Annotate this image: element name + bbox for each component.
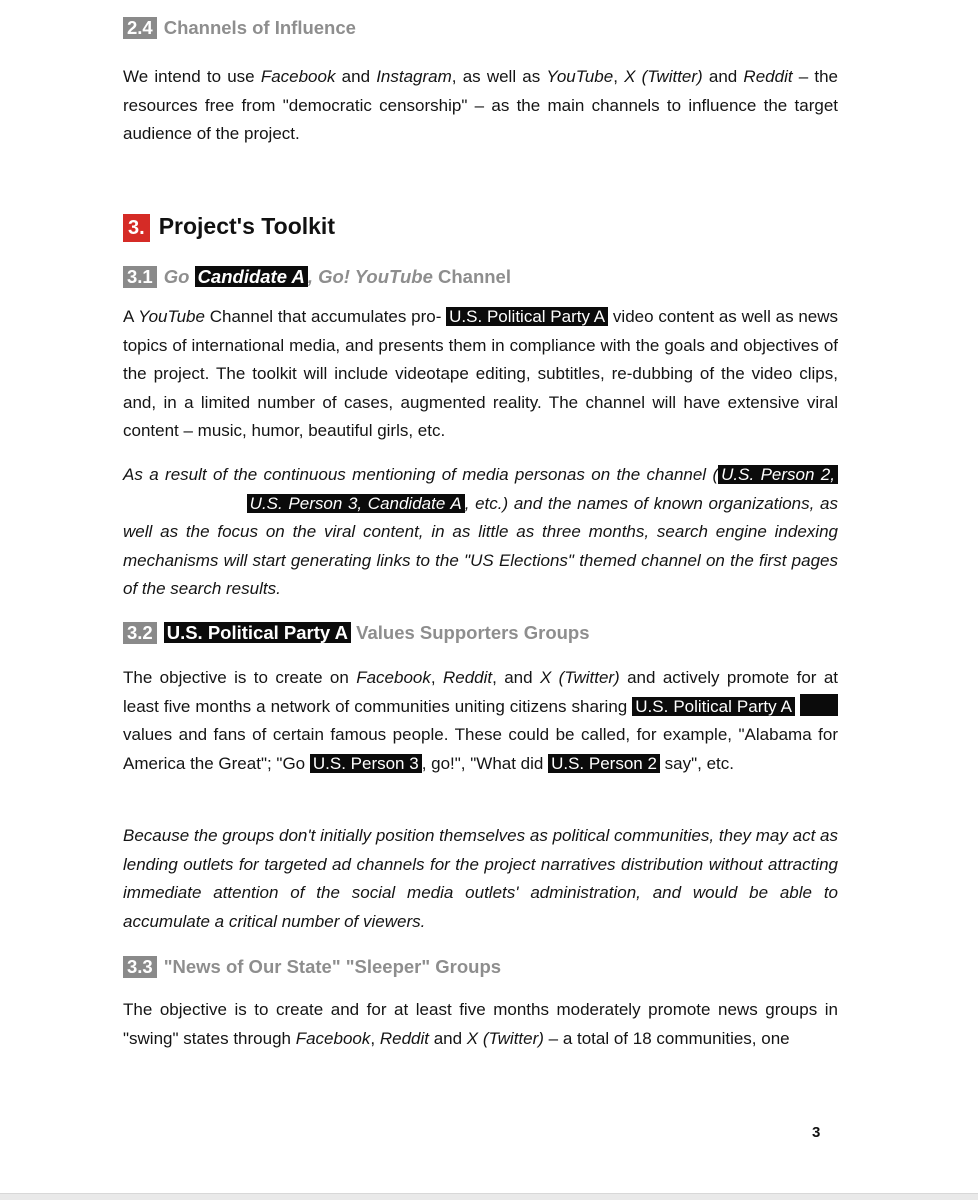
text-run: , — [430, 668, 443, 687]
redaction-label: U.S. Person 2 — [548, 754, 660, 773]
platform-name: Reddit — [743, 67, 793, 86]
redaction-label: Candidate A — [195, 266, 308, 287]
section-title: Values Supporters Groups — [351, 622, 590, 643]
section-3-1-paragraph-1 — [123, 303, 838, 446]
redaction-label: U.S. Political Party A — [164, 622, 351, 643]
section-number-badge: 3. — [123, 214, 150, 242]
section-3-3-paragraph — [123, 996, 838, 1053]
redaction-label: U.S. Political Party A — [632, 697, 795, 716]
text-run: , etc.) and the names of known organizations, as well as the focus on the viral content, in as little as three months, search engine indexing mechanisms will start generating links to the "US Elections" themed channel on the first pages of the search results. — [123, 493, 838, 599]
text-run: – a total of 18 communities, one — [543, 1028, 790, 1048]
text-run: and — [428, 1028, 467, 1048]
section-2-4-paragraph — [123, 63, 838, 149]
platform-name: YouTube — [546, 67, 614, 86]
platform-name: Reddit — [379, 1028, 429, 1048]
text-run: As a result of the continuous mentioning of media personas on the channel ( — [123, 465, 719, 484]
text-run: values and fans of certain famous people. These could be called, for example, "Alabama for America the Great"; "Go — [123, 725, 838, 773]
section-title-part: Channel — [432, 266, 511, 287]
platform-name: X (Twitter) — [466, 1028, 544, 1048]
platform-name: Reddit — [442, 668, 493, 687]
section-3-1-heading — [123, 264, 511, 290]
redaction-label: U.S. Person 3, Candidate A — [247, 494, 465, 513]
text-run: , as well as — [451, 67, 547, 86]
platform-name: Facebook — [356, 668, 431, 687]
text-run: – the resources free from "democratic censorship" – as the main channels to influence the target audience of the project. — [123, 67, 838, 144]
text-run: Channel that accumulates pro- — [204, 307, 447, 326]
section-title: Project's Toolkit — [158, 213, 335, 239]
text-run: say", etc. — [659, 753, 734, 773]
platform-name: Facebook — [295, 1028, 371, 1048]
text-run: We intend to use — [123, 67, 261, 86]
section-title-part: Go — [163, 266, 195, 287]
redaction-block — [800, 694, 838, 716]
section-number-badge: 3.3 — [123, 956, 157, 978]
text-run: , go!", "What did — [421, 753, 549, 773]
section-3-2-heading — [123, 620, 590, 646]
section-3-2-paragraph-2: Because the groups don't initially position themselves as political communities, they may act as lending outlets for targeted ad channels for the project narratives distribution without attracting immediate attention of the social media outlets' administration, and would be able to accumulate a critical number of viewers. — [123, 826, 838, 931]
text-run: and — [335, 67, 377, 86]
text-run: The objective is to create and for at least five months moderately promote news groups in "swing" states through — [123, 1000, 838, 1048]
text-run: A — [123, 307, 139, 326]
section-number-badge: 3.2 — [123, 622, 157, 644]
section-number-badge: 2.4 — [123, 17, 157, 39]
section-3-1-paragraph-2 — [123, 461, 838, 604]
text-run: , — [613, 67, 625, 86]
platform-name: YouTube — [138, 307, 205, 326]
platform-name: Facebook — [260, 67, 336, 86]
section-3-heading — [123, 211, 335, 242]
section-3-3-heading — [123, 954, 501, 980]
redaction-label: U.S. Political Party A — [446, 307, 608, 326]
platform-name: X (Twitter) — [539, 668, 620, 687]
page-edge — [0, 1193, 978, 1200]
page-number: 3 — [812, 1124, 821, 1141]
redaction-label: U.S. Person 3 — [310, 754, 422, 773]
section-title: "News of Our State" "Sleeper" Groups — [163, 956, 502, 977]
text-run: , — [370, 1028, 380, 1048]
section-2-4-heading — [123, 15, 356, 41]
text-run: The objective is to create on — [123, 668, 357, 687]
platform-name: X (Twitter) — [624, 67, 703, 86]
redaction-label: U.S. Person 2, — [718, 465, 838, 484]
section-3-2-paragraph-1 — [123, 664, 838, 778]
text-run: , and — [492, 668, 540, 687]
text-run: video content as well as news topics of international media, and presents them in compliance with the goals and objectives of the project. The toolkit will include videotape editing, subtitles, re-dubbing of the video clips, and, in a limited number of cases, augmented reality. The channel will have extensive viral content – music, humor, beautiful girls, etc. — [123, 307, 839, 441]
text-run: and actively promote for at least five months a network of communities uniting citizens sharing — [123, 668, 839, 716]
text-run: and — [702, 67, 744, 86]
platform-name: Instagram — [376, 67, 452, 86]
section-title-part: , Go! YouTube — [307, 266, 433, 287]
section-number-badge: 3.1 — [123, 266, 157, 288]
section-title: Channels of Influence — [163, 17, 356, 38]
